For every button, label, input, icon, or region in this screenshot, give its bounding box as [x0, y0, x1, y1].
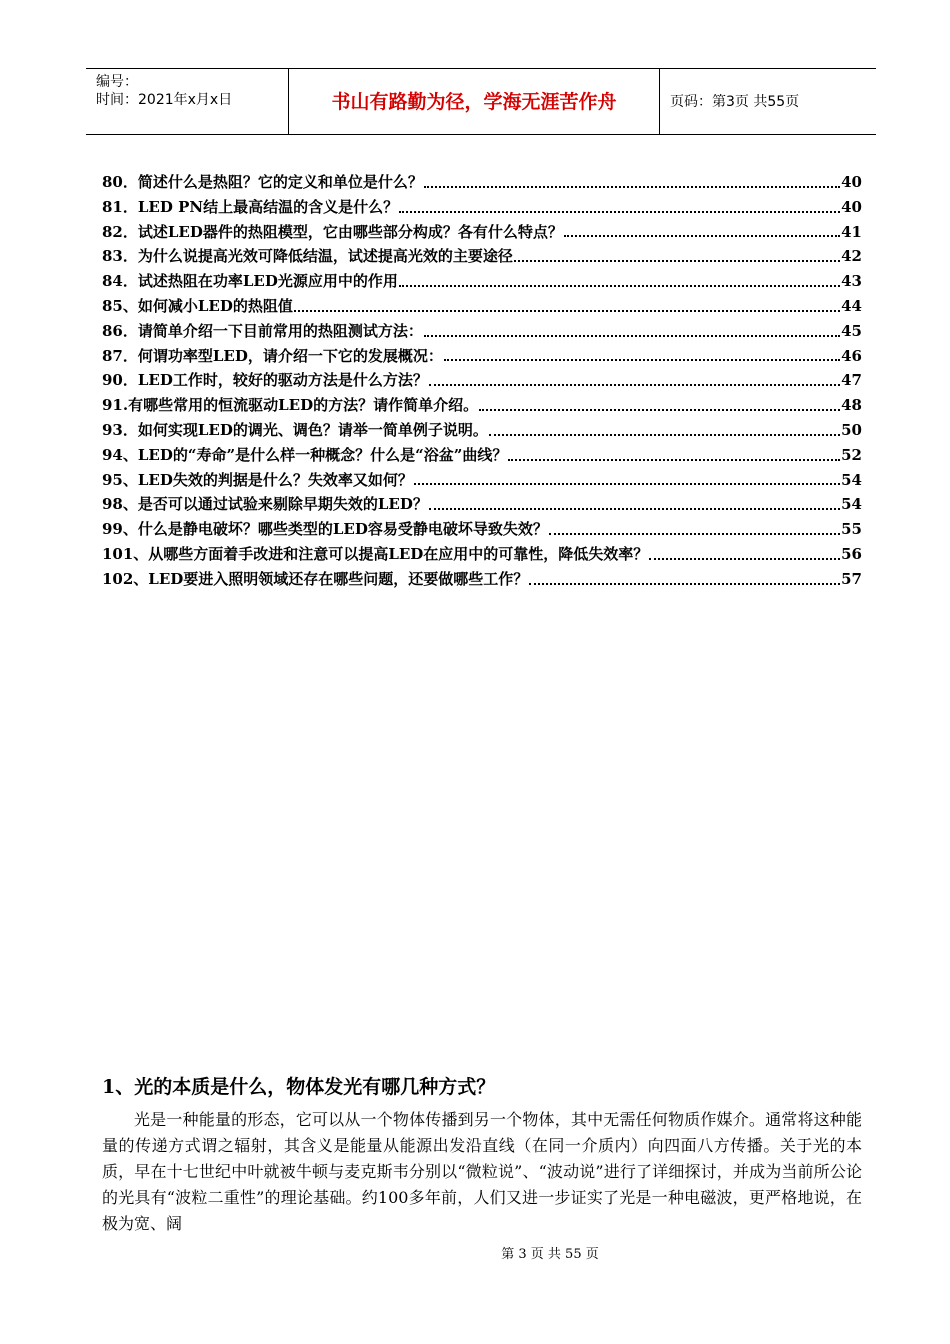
page-footer: 第 3 页 共 55 页 [501, 1247, 599, 1262]
toc-entry[interactable] [102, 220, 862, 245]
toc-entry-title: 84．试述热阻在功率LED光源应用中的作用 [102, 272, 398, 291]
toc-entry-title: 93．如何实现LED的调光、调色？请举一简单例子说明。 [102, 420, 488, 439]
toc-entry[interactable] [102, 492, 862, 517]
toc-entry[interactable] [102, 542, 862, 567]
toc-entry-title: 91.有哪些常用的恒流驱动LED的方法？请作简单介绍。 [102, 396, 479, 415]
toc-entry-page: 55 [841, 520, 862, 539]
toc-entry-page: 50 [841, 420, 862, 439]
section-heading: 1、光的本质是什么，物体发光有哪几种方式？ [102, 1076, 496, 1098]
toc-leader-dots [399, 211, 840, 213]
toc-entry-page: 52 [841, 445, 862, 464]
toc-entry[interactable] [102, 294, 862, 319]
toc-entry-page: 45 [841, 321, 862, 340]
toc-entry-page: 54 [841, 470, 862, 489]
toc-entry[interactable] [102, 170, 862, 195]
toc-entry-page: 57 [841, 569, 862, 588]
toc-entry[interactable] [102, 468, 862, 493]
toc-leader-dots [489, 434, 840, 436]
toc-entry-title: 101、从哪些方面着手改进和注意可以提高LED在应用中的可靠性，降低失效率？ [102, 544, 649, 563]
toc-leader-dots [424, 186, 840, 188]
toc-leader-dots [429, 384, 840, 386]
toc-entry-title: 98、是否可以通过试验来剔除早期失效的LED？ [102, 495, 428, 514]
toc-entry[interactable] [102, 368, 862, 393]
toc-entry-title: 90．LED工作时，较好的驱动方法是什么方法？ [102, 371, 428, 390]
toc-entry[interactable] [102, 567, 862, 592]
header-page-info: 页码：第3页 共55页 [670, 94, 800, 110]
toc-entry-title: 102、LED要进入照明领域还存在哪些问题，还要做哪些工作？ [102, 569, 529, 588]
toc-entry[interactable] [102, 393, 862, 418]
toc-leader-dots [549, 533, 840, 535]
toc-entry[interactable] [102, 319, 862, 344]
toc-leader-dots [294, 310, 840, 312]
toc-entry-title: 83．为什么说提高光效可降低结温，试述提高光效的主要途径 [102, 247, 513, 266]
toc-entry-title: 82．试述LED器件的热阻模型，它由哪些部分构成？各有什么特点？ [102, 222, 563, 241]
toc-entry-page: 56 [841, 544, 862, 563]
toc-leader-dots [514, 260, 840, 262]
toc-leader-dots [429, 508, 840, 510]
toc-leader-dots [564, 235, 840, 237]
toc-entry[interactable] [102, 269, 862, 294]
toc-entry-title: 87．何谓功率型LED，请介绍一下它的发展概况： [102, 346, 443, 365]
header-time-label: 时间：2021年x月x日 [96, 92, 233, 108]
toc-entry[interactable] [102, 344, 862, 369]
toc-entry-title: 85、如何减小LED的热阻值 [102, 296, 293, 315]
toc-entry-title: 80．简述什么是热阻？它的定义和单位是什么？ [102, 173, 423, 191]
toc-leader-dots [424, 335, 840, 337]
toc-entry-title: 81．LED PN结上最高结温的含义是什么？ [102, 197, 399, 216]
toc-entry-title: 86．请简单介绍一下目前常用的热阻测试方法： [102, 321, 423, 340]
header-number-label: 编号： [96, 74, 138, 90]
toc-leader-dots [649, 558, 840, 560]
section-paragraph: 光是一种能量的形态，它可以从一个物体传播到另一个物体，其中无需任何物质作媒介。通常将这种能量的传递方式谓之辐射，其含义是能量从能源出发沿直线（在同一介质内）向四面八方传播。关于光的本质，早在十七世纪中叶就被牛顿与麦克斯韦分别以“微粒说”、“波动说”进行了详细探讨，并成为当前所公论的光具有“波粒二重性”的理论基础。约100多年前，人们又进一步证实了光是一种电磁波，更严格地说，在极为宽、阔 [102, 1110, 862, 1233]
toc-entry-page: 54 [841, 495, 862, 514]
toc-entry[interactable] [102, 517, 862, 542]
toc-entry-page: 40 [841, 173, 862, 191]
header-motto: 书山有路勤为径，学海无涯苦作舟 [288, 69, 660, 135]
toc-leader-dots [508, 459, 840, 461]
toc-entry-title: 95、LED失效的判据是什么？失效率又如何？ [102, 470, 413, 489]
toc-entry-page: 46 [841, 346, 862, 365]
toc-entry[interactable] [102, 418, 862, 443]
toc-entry-title: 99、什么是静电破坏？哪些类型的LED容易受静电破坏导致失效？ [102, 520, 548, 539]
toc-entry-title: 94、LED的“寿命”是什么样一种概念？什么是“浴盆”曲线？ [102, 445, 508, 464]
toc-entry-page: 47 [841, 371, 862, 390]
toc-leader-dots [399, 285, 840, 287]
toc-entry-page: 40 [841, 197, 862, 216]
toc-leader-dots [479, 409, 840, 411]
toc-entry-page: 48 [841, 396, 862, 415]
toc-leader-dots [414, 483, 840, 485]
page-header [86, 68, 876, 135]
table-of-contents [102, 170, 862, 592]
toc-entry-page: 44 [841, 296, 862, 315]
toc-entry[interactable] [102, 443, 862, 468]
header-meta [96, 73, 286, 109]
toc-entry-page: 42 [841, 247, 862, 266]
toc-entry[interactable] [102, 195, 862, 220]
toc-leader-dots [529, 583, 840, 585]
toc-entry-page: 43 [841, 272, 862, 291]
toc-entry[interactable] [102, 244, 862, 269]
toc-leader-dots [444, 359, 840, 361]
toc-entry-page: 41 [841, 222, 862, 241]
